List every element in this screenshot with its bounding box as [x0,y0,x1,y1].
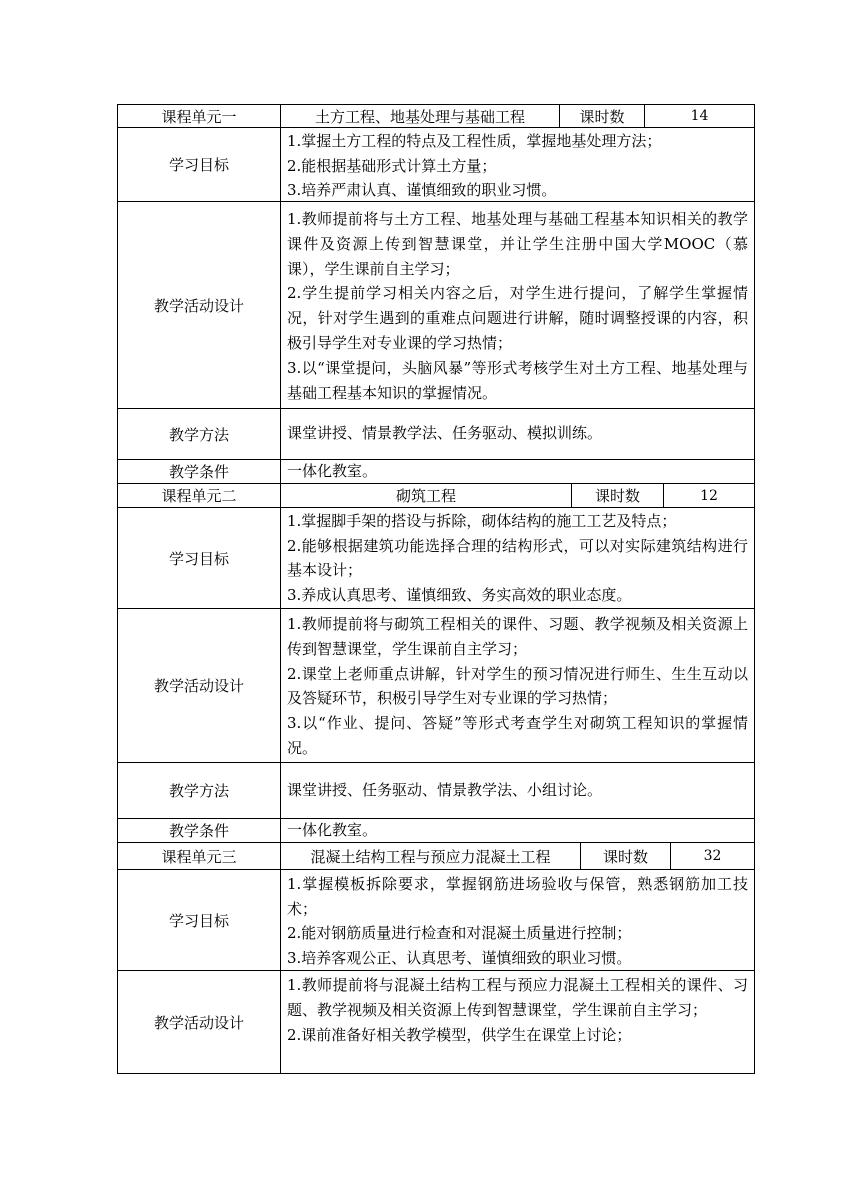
unit-name: 混凝土结构工程与预应力混凝土工程 [281,843,581,869]
method-label: 教学方法 [118,409,281,459]
course-unit-2 [117,484,755,843]
activity-label: 教学活动设计 [118,971,281,1073]
method-row [117,409,755,460]
unit-header-row [117,484,755,508]
course-table [117,104,755,1074]
activity-row [117,609,755,763]
hours-value: 32 [703,848,722,864]
goal-item: 2.能对钢筋质量进行检查和对混凝土质量进行控制； [287,924,632,942]
goal-item: 2.能够根据建筑功能选择合理的结构形式，可以对实际建筑结构进行基本设计； [287,536,748,580]
course-unit-3 [117,843,755,1074]
course-unit-1 [117,104,755,484]
unit-label: 课程单元二 [118,484,281,507]
goal-item: 1.掌握脚手架的搭设与拆除，砌体结构的施工工艺及特点； [287,512,677,530]
goals-content [281,128,754,201]
unit-label: 课程单元一 [118,105,281,127]
activity-content [281,202,754,408]
goals-label: 学习目标 [118,870,281,970]
activity-content [281,609,754,762]
hours-label: 课时数 [572,484,664,507]
goals-row [117,508,755,609]
goals-label: 学习目标 [118,508,281,608]
goal-item: 3.养成认真思考、谨慎细致、务实高效的职业态度。 [287,585,632,604]
hours-value: 14 [690,108,709,124]
goal-item: 1.掌握土方工程的特点及工程性质，掌握地基处理方法； [287,132,662,150]
unit-header-row [117,104,755,128]
unit-name: 土方工程、地基处理与基础工程 [281,105,560,127]
unit-name: 砌筑工程 [281,484,572,507]
hours-label: 课时数 [560,105,645,127]
activity-item: 1.教师提前将与混凝土结构工程与预应力混凝土工程相关的课件、习题、教学视频及相关资源上传到智慧课堂，学生课前自主学习； [287,976,748,1019]
activity-content [281,971,754,1073]
condition-row [117,819,755,843]
goals-row [117,128,755,202]
method-label: 教学方法 [118,763,281,818]
goal-item: 3.培养严肃认真、谨慎细致的职业习惯。 [287,181,557,199]
goal-item: 3.培养客观公正、认真思考、谨慎细致的职业习惯。 [287,948,632,967]
method-content: 课堂讲授、任务驱动、情景教学法、小组讨论。 [287,780,603,799]
goal-item: 2.能根据基础形式计算土方量； [287,156,497,175]
goal-item: 1.掌握模板拆除要求，掌握钢筋进场验收与保管，熟悉钢筋加工技术； [287,875,748,918]
activity-row [117,202,755,409]
activity-label: 教学活动设计 [118,202,281,408]
unit-header-row [117,843,755,870]
condition-row [117,460,755,484]
activity-item: 2.课堂上老师重点讲解，针对学生的预习情况进行师生、生生互动以及答疑环节，积极引导学生对专业课的学习热情； [287,664,748,708]
hours-value: 12 [700,487,718,504]
method-content: 课堂讲授、情景教学法、任务驱动、模拟训练。 [287,424,603,443]
activity-row [117,971,755,1074]
condition-content: 一体化教室。 [287,462,378,480]
activity-item: 2.课前准备好相关教学模型，供学生在课堂上讨论； [287,1025,632,1044]
goals-content [281,508,754,608]
activity-item: 1.教师提前将与砌筑工程相关的课件、习题、教学视频及相关资源上传到智慧课堂，学生课前自主学习； [287,615,748,658]
goals-content [281,870,754,970]
unit-label: 课程单元三 [118,843,281,869]
hours-label: 课时数 [581,843,671,869]
activity-item: 3.以“课堂提问，头脑风暴”等形式考核学生对土方工程、地基处理与基础工程基本知识的掌握情况。 [287,358,748,402]
method-row [117,763,755,819]
goals-label: 学习目标 [118,128,281,201]
condition-label: 教学条件 [118,819,281,842]
condition-content: 一体化教室。 [287,821,378,839]
activity-item: 1.教师提前将与土方工程、地基处理与基础工程基本知识相关的教学课件及资源上传到智慧课堂，并让学生注册中国大学MOOC（慕课），学生课前自主学习； [287,210,748,278]
activity-item: 3.以“作业、提问、答疑”等形式考查学生对砌筑工程知识的掌握情况。 [287,714,748,757]
activity-label: 教学活动设计 [118,609,281,762]
condition-label: 教学条件 [118,460,281,483]
goals-row [117,870,755,971]
activity-item: 2.学生提前学习相关内容之后，对学生进行提问，了解学生掌握情况，针对学生遇到的重难点问题进行讲解，随时调整授课的内容，积极引导学生对专业课的学习热情； [287,284,748,352]
